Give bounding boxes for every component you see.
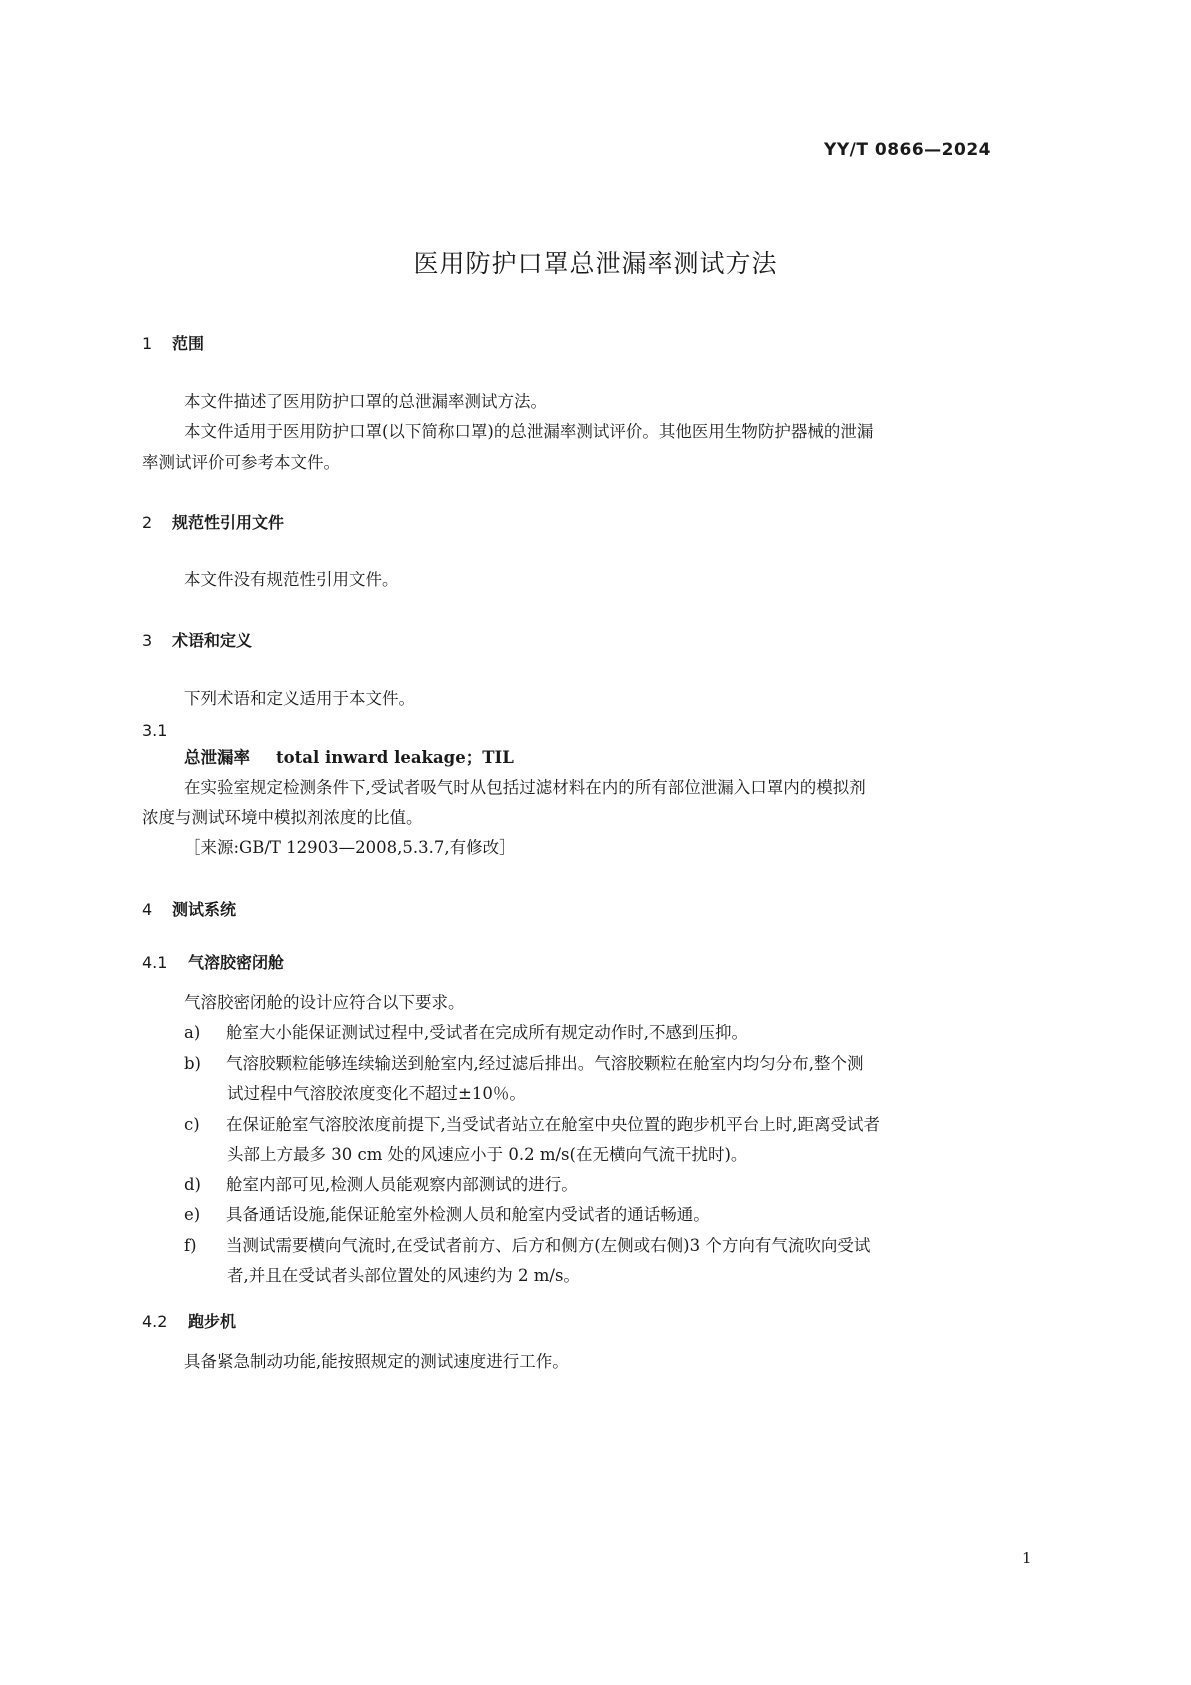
- page-number: 1: [1022, 1549, 1032, 1567]
- list-item: [184, 1170, 578, 1200]
- document-title: 医用防护口罩总泄漏率测试方法: [413, 249, 778, 278]
- section-number: 1: [142, 334, 153, 353]
- list-label: b): [184, 1054, 201, 1073]
- list-item: [184, 1049, 864, 1079]
- section-4-heading: [142, 897, 236, 920]
- list-item: [184, 1018, 748, 1048]
- section-number: 4: [142, 900, 153, 919]
- term-english: total inward leakage；TIL: [276, 748, 514, 767]
- list-text: 具备通话设施,能保证舱室外检测人员和舱室内受试者的通话畅通。: [226, 1205, 710, 1224]
- section-2-heading: [142, 510, 284, 533]
- paragraph: 下列术语和定义适用于本文件。: [184, 689, 415, 708]
- subsection-title: 气溶胶密闭舱: [188, 953, 285, 972]
- paragraph: 本文件适用于医用防护口罩(以下简称口罩)的总泄漏率测试评价。其他医用生物防护器械的泄漏: [184, 422, 874, 441]
- list-text: 在保证舱室气溶胶浓度前提下,当受试者站立在舱室中央位置的跑步机平台上时,距离受试者: [226, 1115, 880, 1134]
- section-title: 测试系统: [172, 900, 237, 919]
- list-text: 当测试需要横向气流时,在受试者前方、后方和侧方(左侧或右侧)3 个方向有气流吹向受试: [226, 1236, 871, 1255]
- list-item: [184, 1231, 870, 1261]
- subsection-title: 跑步机: [188, 1312, 237, 1331]
- subsection-4-1-heading: [142, 950, 284, 973]
- section-number: 2: [142, 513, 153, 532]
- term-chinese: 总泄漏率: [184, 748, 250, 767]
- section-title: 范围: [172, 334, 205, 353]
- term-entry: [184, 743, 514, 773]
- list-text: 头部上方最多 30 cm 处的风速应小于 0.2 m/s(在无横向气流干扰时)。: [227, 1145, 748, 1164]
- list-text: 气溶胶颗粒能够连续输送到舱室内,经过滤后排出。气溶胶颗粒在舱室内均匀分布,整个测: [226, 1054, 864, 1073]
- list-text: 舱室大小能保证测试过程中,受试者在完成所有规定动作时,不感到压抑。: [226, 1023, 748, 1042]
- list-item: [184, 1200, 710, 1230]
- paragraph: 率测试评价可参考本文件。: [142, 453, 340, 472]
- subsection-number: 3.1: [142, 721, 168, 740]
- paragraph: 本文件描述了医用防护口罩的总泄漏率测试方法。: [184, 392, 547, 411]
- definition: 在实验室规定检测条件下,受试者吸气时从包括过滤材料在内的所有部位泄漏入口罩内的模拟剂: [184, 778, 866, 797]
- section-title: 规范性引用文件: [172, 513, 285, 532]
- paragraph: 气溶胶密闭舱的设计应符合以下要求。: [184, 993, 465, 1012]
- section-3-heading: [142, 628, 252, 651]
- list-label: d): [184, 1175, 201, 1194]
- list-label: f): [184, 1236, 197, 1255]
- list-text: 舱室内部可见,检测人员能观察内部测试的进行。: [226, 1175, 578, 1194]
- subsection-number: 4.1: [142, 953, 168, 972]
- section-number: 3: [142, 631, 153, 650]
- section-1-heading: [142, 331, 204, 354]
- standard-code: YY/T 0866—2024: [824, 140, 991, 160]
- list-label: e): [184, 1205, 201, 1224]
- list-label: a): [184, 1023, 201, 1042]
- paragraph: 本文件没有规范性引用文件。: [184, 570, 399, 589]
- list-label: c): [184, 1115, 200, 1134]
- subsection-number: 4.2: [142, 1312, 168, 1331]
- source-note: ［来源:GB/T 12903—2008,5.3.7,有修改］: [184, 838, 516, 857]
- subsection-4-2-heading: [142, 1309, 236, 1332]
- section-title: 术语和定义: [172, 631, 253, 650]
- definition: 浓度与测试环境中模拟剂浓度的比值。: [142, 808, 423, 827]
- list-text: 试过程中气溶胶浓度变化不超过±10％。: [227, 1084, 526, 1103]
- paragraph: 具备紧急制动功能,能按照规定的测试速度进行工作。: [184, 1352, 569, 1371]
- list-item: [184, 1110, 880, 1140]
- list-text: 者,并且在受试者头部位置处的风速约为 2 m/s。: [227, 1266, 580, 1285]
